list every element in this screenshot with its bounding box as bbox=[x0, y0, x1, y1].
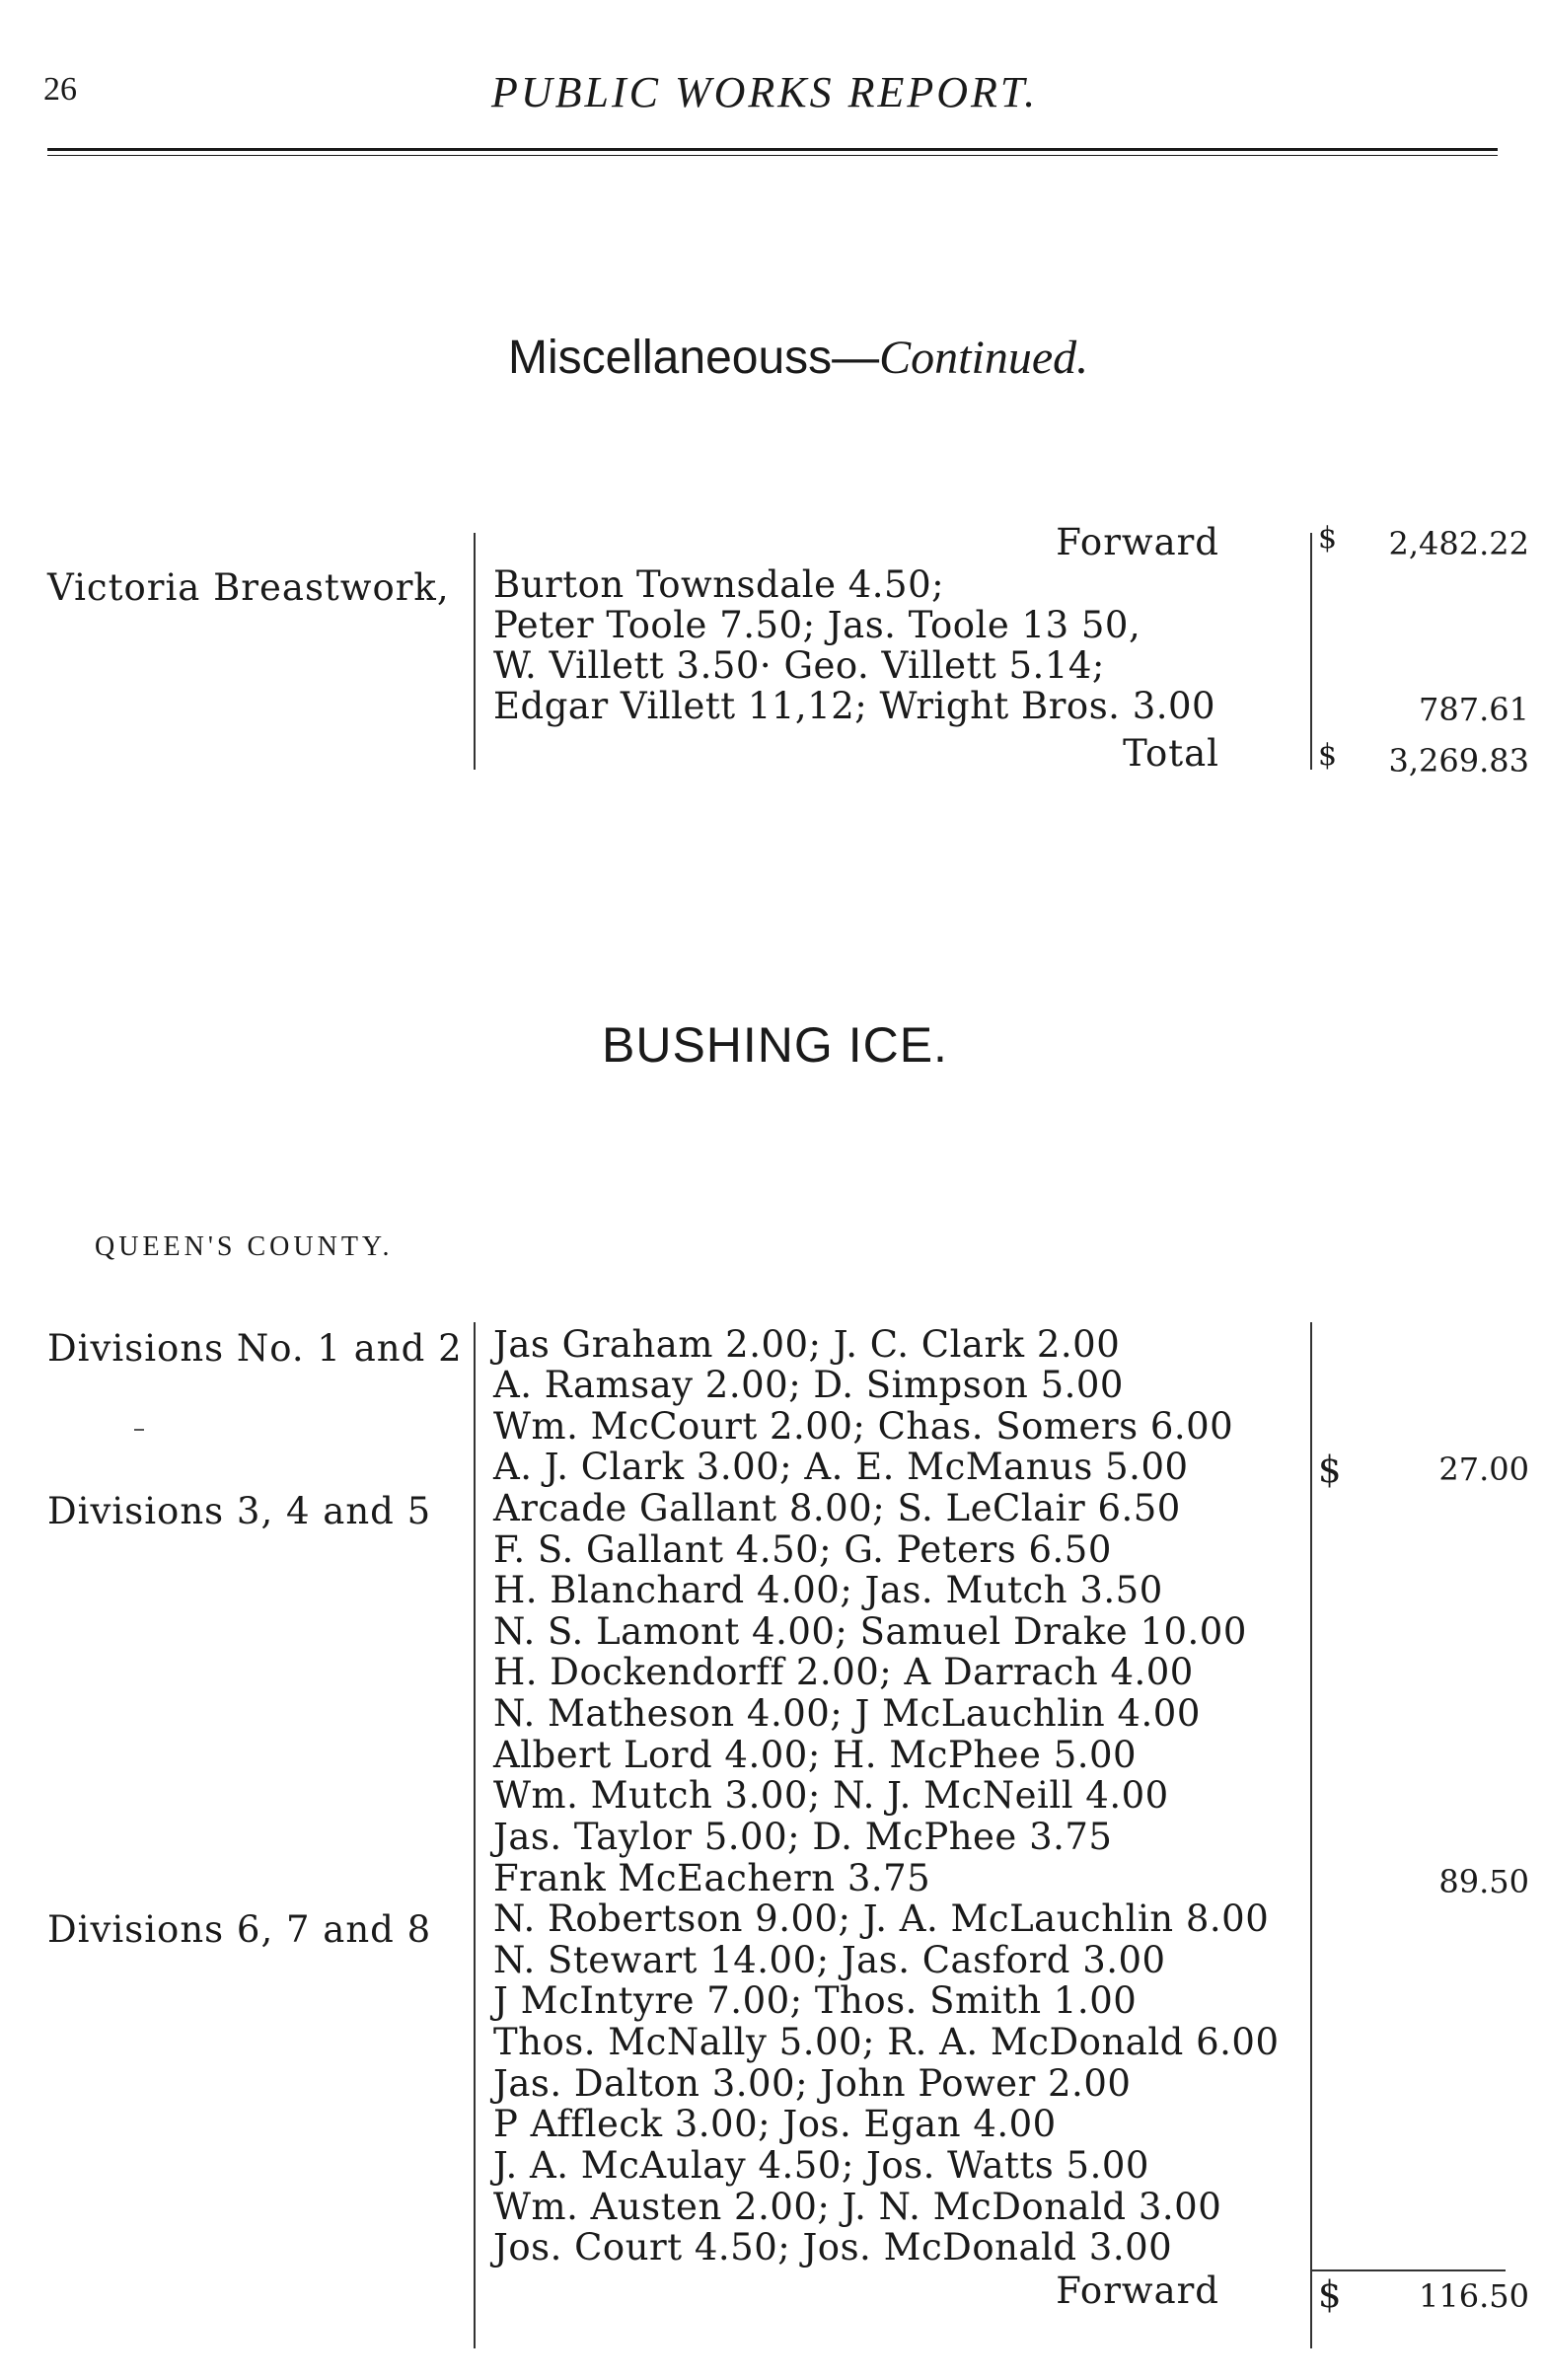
misc-line: Edgar Villett 11,12; Wright Bros. 3.00 bbox=[493, 685, 1216, 727]
county-heading: QUEEN'S COUNTY. bbox=[95, 1231, 394, 1262]
bushing-line: N. Robertson 9.00; J. A. McLauchlin 8.00 bbox=[493, 1897, 1270, 1940]
misc-line: W. Villett 3.50· Geo. Villett 5.14; bbox=[493, 644, 1105, 687]
column-divider bbox=[474, 1322, 476, 2348]
header-rule-thin bbox=[47, 155, 1498, 156]
section-heading-bushing-ice: BUSHING ICE. bbox=[602, 1017, 948, 1073]
division-amount: 89.50 bbox=[1438, 1863, 1529, 1900]
bushing-line: Thos. McNally 5.00; R. A. McDonald 6.00 bbox=[493, 2021, 1280, 2063]
forward-amount: 116.50 bbox=[1419, 2277, 1529, 2315]
column-divider bbox=[1310, 1322, 1312, 2348]
row-label-victoria-breastwork: Victoria Breastwork, bbox=[47, 566, 450, 609]
column-divider bbox=[474, 533, 476, 770]
bushing-line: Frank McEachern 3.75 bbox=[493, 1857, 931, 1899]
total-label: Total bbox=[1123, 732, 1219, 775]
total-amount: 3,269.83 bbox=[1388, 742, 1529, 780]
bushing-line: Arcade Gallant 8.00; S. LeClair 6.50 bbox=[493, 1487, 1181, 1529]
division-label: Divisions 6, 7 and 8 bbox=[47, 1908, 432, 1951]
bushing-line: Jas. Dalton 3.00; John Power 2.00 bbox=[493, 2062, 1132, 2105]
bushing-line: Jos. Court 4.50; Jos. McDonald 3.00 bbox=[493, 2226, 1173, 2268]
bushing-line: Wm. Mutch 3.00; N. J. McNeill 4.00 bbox=[493, 1774, 1169, 1817]
bushing-line: A. Ramsay 2.00; D. Simpson 5.00 bbox=[493, 1364, 1124, 1406]
forward-amount: 2,482.22 bbox=[1388, 525, 1529, 562]
bushing-line: N. Matheson 4.00; J McLauchlin 4.00 bbox=[493, 1692, 1201, 1735]
bushing-line: N. S. Lamont 4.00; Samuel Drake 10.00 bbox=[493, 1610, 1247, 1653]
forward-label: Forward bbox=[1056, 2269, 1219, 2312]
bushing-line: N. Stewart 14.00; Jas. Casford 3.00 bbox=[493, 1939, 1166, 1981]
bushing-line: J. A. McAulay 4.50; Jos. Watts 5.00 bbox=[493, 2144, 1149, 2187]
division-label: Divisions 3, 4 and 5 bbox=[47, 1490, 432, 1532]
bushing-line: P Affleck 3.00; Jos. Egan 4.00 bbox=[493, 2103, 1057, 2145]
misc-line: Burton Townsdale 4.50; bbox=[493, 563, 945, 606]
dash-mark bbox=[134, 1429, 144, 1431]
bushing-line: Albert Lord 4.00; H. McPhee 5.00 bbox=[493, 1734, 1138, 1776]
total-rule bbox=[1312, 2269, 1506, 2271]
forward-label: Forward bbox=[1056, 521, 1219, 563]
continued-label: Continued. bbox=[879, 332, 1089, 384]
bushing-line: Jas Graham 2.00; J. C. Clark 2.00 bbox=[493, 1323, 1121, 1366]
bushing-line: H. Dockendorff 2.00; A Darrach 4.00 bbox=[493, 1651, 1194, 1693]
bushing-line: H. Blanchard 4.00; Jas. Mutch 3.50 bbox=[493, 1569, 1163, 1611]
bushing-line: A. J. Clark 3.00; A. E. McManus 5.00 bbox=[493, 1446, 1189, 1488]
bushing-line: Jas. Taylor 5.00; D. McPhee 3.75 bbox=[493, 1816, 1113, 1858]
page-number: 26 bbox=[43, 71, 77, 108]
misc-line: Peter Toole 7.50; Jas. Toole 13 50, bbox=[493, 604, 1141, 646]
division-label: Divisions No. 1 and 2 bbox=[47, 1327, 463, 1370]
bushing-line: F. S. Gallant 4.50; G. Peters 6.50 bbox=[493, 1528, 1112, 1571]
section-title: Miscellaneouss— bbox=[508, 332, 880, 384]
dollar-sign: $ bbox=[1318, 1449, 1342, 1491]
dollar-sign: $ bbox=[1318, 521, 1338, 556]
division-amount: 27.00 bbox=[1438, 1450, 1529, 1488]
dollar-sign: $ bbox=[1318, 2273, 1342, 2316]
subtotal-amount: 787.61 bbox=[1419, 691, 1529, 728]
column-divider bbox=[1310, 533, 1312, 770]
running-title: PUBLIC WORKS REPORT. bbox=[491, 68, 1039, 116]
section-heading-miscellaneous bbox=[508, 331, 1088, 385]
bushing-line: Wm. McCourt 2.00; Chas. Somers 6.00 bbox=[493, 1405, 1234, 1448]
dollar-sign: $ bbox=[1318, 738, 1338, 773]
bushing-line: Wm. Austen 2.00; J. N. McDonald 3.00 bbox=[493, 2186, 1222, 2228]
header-rule bbox=[47, 148, 1498, 151]
bushing-line: J McIntyre 7.00; Thos. Smith 1.00 bbox=[493, 1979, 1138, 2022]
